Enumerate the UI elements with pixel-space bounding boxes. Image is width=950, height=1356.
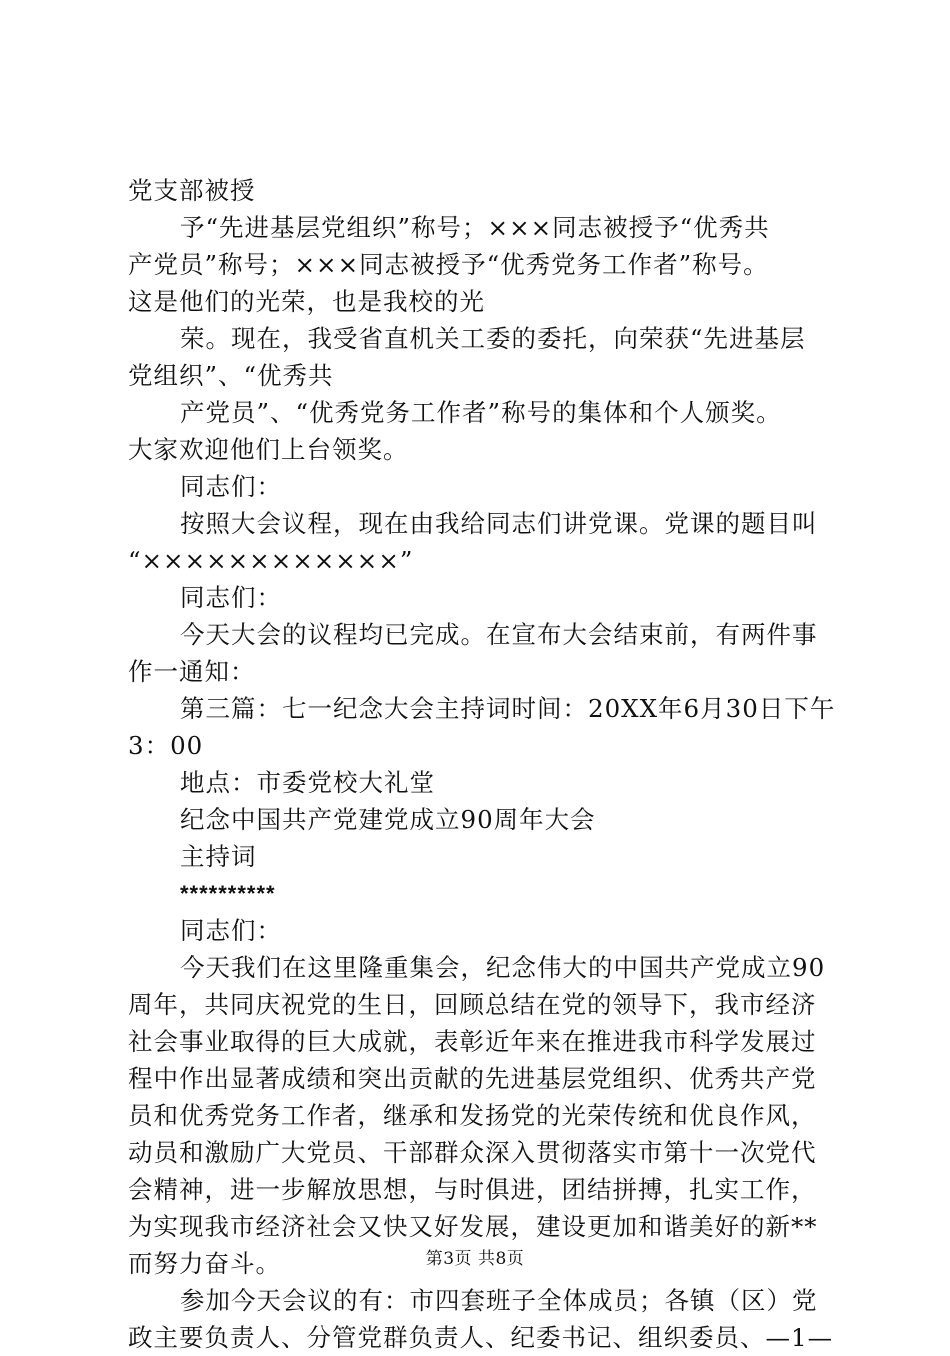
text-line: 这是他们的光荣，也是我校的光 bbox=[128, 287, 485, 316]
text-line: 作一通知： bbox=[128, 657, 256, 686]
text-line: ********** bbox=[180, 881, 276, 906]
page-footer: 第3页 共8页 bbox=[425, 1249, 525, 1269]
text-line: 今天大会的议程均已完成。在宣布大会结束前，有两件事 bbox=[180, 620, 818, 649]
text-line: 参加今天会议的有：市四套班子全体成员；各镇（区）党 bbox=[180, 1286, 818, 1315]
text-line: 社会事业取得的巨大成就，表彰近年来在推进我市科学发展过 bbox=[128, 1027, 817, 1056]
text-line: 产党员”、“优秀党务工作者”称号的集体和个人颁奖。 bbox=[180, 398, 782, 427]
text-line: 荣。现在，我受省直机关工委的委托，向荣获“先进基层 bbox=[180, 324, 806, 353]
text-line: 党支部被授 bbox=[128, 176, 256, 205]
text-line: 而努力奋斗。 bbox=[128, 1249, 281, 1278]
text-line: 产党员”称号；×××同志被授予“优秀党务工作者”称号。 bbox=[128, 250, 769, 279]
text-line: 主持词 bbox=[180, 842, 257, 871]
text-line: 大家欢迎他们上台领奖。 bbox=[128, 435, 409, 464]
text-line: 政主要负责人、分管党群负责人、纪委书记、组织委员、—1— bbox=[128, 1323, 834, 1352]
text-line: 同志们： bbox=[180, 472, 282, 501]
text-line: 周年，共同庆祝党的生日，回顾总结在党的领导下，我市经济 bbox=[128, 990, 817, 1019]
text-line: “××××××××××××” bbox=[128, 546, 414, 575]
text-line: 3：00 bbox=[128, 731, 204, 760]
text-line: 会精神，进一步解放思想，与时俱进，团结拼搏，扎实工作， bbox=[128, 1175, 817, 1204]
text-line: 员和优秀党务工作者，继承和发扬党的光荣传统和优良作风， bbox=[128, 1101, 817, 1130]
text-line: 今天我们在这里隆重集会，纪念伟大的中国共产党成立90 bbox=[180, 953, 826, 982]
text-line: 同志们： bbox=[180, 916, 282, 945]
text-line: 第三篇：七一纪念大会主持词时间：20XX年6月30日下午 bbox=[180, 694, 836, 723]
text-line: 按照大会议程，现在由我给同志们讲党课。党课的题目叫 bbox=[180, 509, 818, 538]
text-line: 纪念中国共产党建党成立90周年大会 bbox=[180, 805, 596, 834]
text-line: 予“先进基层党组织”称号；×××同志被授予“优秀共 bbox=[180, 213, 770, 242]
text-line: 动员和激励广大党员、干部群众深入贯彻落实市第十一次党代 bbox=[128, 1138, 817, 1167]
text-line: 地点：市委党校大礼堂 bbox=[180, 768, 435, 797]
text-line: 同志们： bbox=[180, 583, 282, 612]
document-body bbox=[128, 172, 838, 1356]
text-line: 程中作出显著成绩和突出贡献的先进基层党组织、优秀共产党 bbox=[128, 1064, 817, 1093]
text-line: 党组织”、“优秀共 bbox=[128, 361, 334, 390]
text-line: 为实现我市经济社会又快又好发展，建设更加和谐美好的新** bbox=[128, 1212, 818, 1241]
